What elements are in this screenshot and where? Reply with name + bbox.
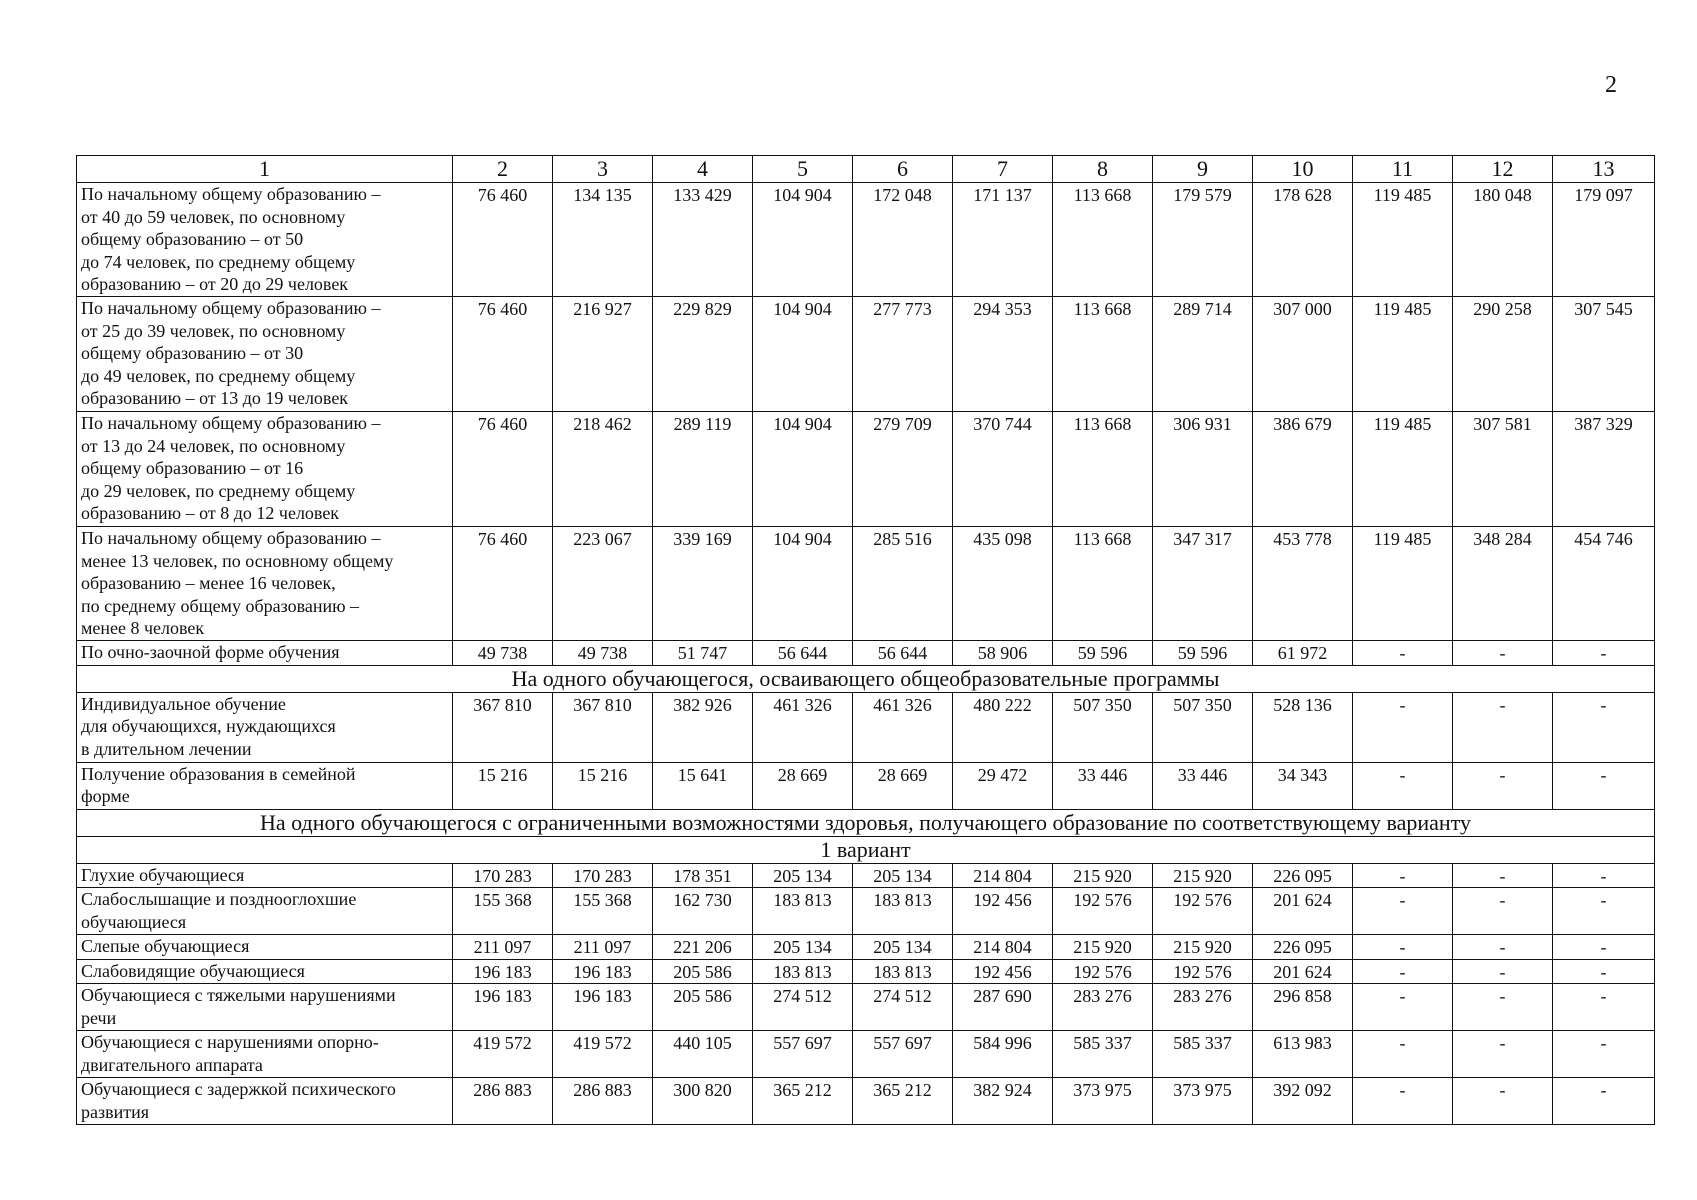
value-cell: 119 485 [1353,411,1453,526]
value-cell: 172 048 [853,183,953,297]
row-description [77,959,453,984]
column-number-header: 11 [1353,156,1453,183]
value-cell: 387 329 [1553,411,1655,526]
value-cell: 113 668 [1053,183,1153,297]
row-description-line: Слепые обучающиеся [81,936,250,957]
value-cell: 196 183 [553,984,653,1031]
row-description-line: менее 13 человек, по основному общему [81,550,394,571]
header-row [77,156,1655,183]
row-description-line: По начальному общему образованию – [81,184,381,204]
value-cell: 183 813 [753,888,853,935]
value-cell: 365 212 [853,1078,953,1125]
section-heading-row [77,836,1655,863]
value-cell: 296 858 [1253,984,1353,1031]
column-number-header: 4 [653,156,753,183]
value-cell: 183 813 [853,888,953,935]
value-cell: 392 092 [1253,1078,1353,1125]
column-number-header: 6 [853,156,953,183]
table-row [77,959,1655,984]
value-cell: - [1453,863,1553,888]
value-cell: 56 644 [853,640,953,665]
row-description [77,762,453,809]
value-cell: 56 644 [753,640,853,665]
value-cell: 76 460 [453,183,553,297]
value-cell: 205 134 [753,863,853,888]
value-cell: 104 904 [753,296,853,411]
value-cell: - [1353,640,1453,665]
column-number-header: 10 [1253,156,1353,183]
row-description-line: образованию – от 8 до 12 человек [81,503,340,524]
value-cell: 226 095 [1253,863,1353,888]
row-description [77,984,453,1031]
value-cell: 307 000 [1253,296,1353,411]
table-row [77,984,1655,1031]
value-cell: - [1453,888,1553,935]
value-cell: 104 904 [753,526,853,640]
value-cell: 435 098 [953,526,1053,640]
value-cell: 584 996 [953,1031,1053,1078]
value-cell: 180 048 [1453,183,1553,297]
value-cell: - [1453,1078,1553,1125]
value-cell: 339 169 [653,526,753,640]
value-cell: 223 067 [553,526,653,640]
value-cell: 58 906 [953,640,1053,665]
table-row [77,935,1655,960]
value-cell: 29 472 [953,762,1053,809]
value-cell: 179 579 [1153,183,1253,297]
value-cell: - [1553,692,1655,762]
value-cell: 76 460 [453,296,553,411]
value-cell: 507 350 [1153,692,1253,762]
value-cell: 367 810 [553,692,653,762]
value-cell: 113 668 [1053,526,1153,640]
table-row [77,640,1655,665]
row-description [77,640,453,665]
value-cell: 205 134 [753,935,853,960]
value-cell: - [1453,959,1553,984]
value-cell: 119 485 [1353,526,1453,640]
value-cell: - [1553,863,1655,888]
section-heading-row [77,809,1655,836]
value-cell: 454 746 [1553,526,1655,640]
value-cell: 300 820 [653,1078,753,1125]
value-cell: 274 512 [853,984,953,1031]
table-row [77,411,1655,526]
value-cell: 507 350 [1053,692,1153,762]
value-cell: 162 730 [653,888,753,935]
value-cell: - [1353,984,1453,1031]
value-cell: 461 326 [753,692,853,762]
row-description-line: от 25 до 39 человек, по основному [81,320,346,341]
value-cell: - [1353,959,1453,984]
table-row [77,296,1655,411]
section-heading-row [77,665,1655,692]
value-cell: 440 105 [653,1031,753,1078]
value-cell: 365 212 [753,1078,853,1125]
value-cell: - [1353,762,1453,809]
value-cell: 215 920 [1053,863,1153,888]
value-cell: 461 326 [853,692,953,762]
value-cell: 557 697 [753,1031,853,1078]
row-description-line: от 13 до 24 человек, по основному [81,435,346,456]
value-cell: 192 576 [1153,959,1253,984]
row-description [77,411,453,526]
row-description-line: Получение образования в семейной [81,763,356,784]
value-cell: 192 576 [1053,888,1153,935]
value-cell: 279 709 [853,411,953,526]
row-description-line: По очно-заочной форме обучения [81,641,340,662]
value-cell: 119 485 [1353,296,1453,411]
value-cell: - [1553,959,1655,984]
value-cell: - [1553,984,1655,1031]
row-description-line: Слабовидящие обучающиеся [81,960,305,981]
value-cell: - [1353,935,1453,960]
value-cell: 277 773 [853,296,953,411]
table-row [77,183,1655,297]
value-cell: 59 596 [1053,640,1153,665]
value-cell: 183 813 [853,959,953,984]
value-cell: 214 804 [953,935,1053,960]
row-description-line: Обучающиеся с задержкой психического [81,1079,396,1100]
value-cell: 373 975 [1053,1078,1153,1125]
row-description-line: до 49 человек, по среднему общему [81,365,356,386]
table-row [77,692,1655,762]
value-cell: 613 983 [1253,1031,1353,1078]
value-cell: 196 183 [453,984,553,1031]
value-cell: 211 097 [553,935,653,960]
value-cell: 382 924 [953,1078,1053,1125]
value-cell: 218 462 [553,411,653,526]
value-cell: 367 810 [453,692,553,762]
row-description-line: Обучающиеся с тяжелыми нарушениями [81,985,396,1006]
value-cell: 205 586 [653,959,753,984]
section-heading: На одного обучающегося с ограниченными возможностями здоровья, получающего образование по соответствующему варианту [77,809,1655,836]
value-cell: - [1553,935,1655,960]
row-description [77,296,453,411]
table-row [77,888,1655,935]
value-cell: - [1453,640,1553,665]
value-cell: - [1453,762,1553,809]
value-cell: - [1553,1078,1655,1125]
row-description-line: По начальному общему образованию – [81,297,381,318]
value-cell: 528 136 [1253,692,1353,762]
value-cell: - [1453,692,1553,762]
value-cell: 453 778 [1253,526,1353,640]
value-cell: 34 343 [1253,762,1353,809]
value-cell: - [1553,640,1655,665]
value-cell: 306 931 [1153,411,1253,526]
value-cell: - [1553,762,1655,809]
value-cell: 76 460 [453,411,553,526]
value-cell: 192 576 [1153,888,1253,935]
value-cell: 178 351 [653,863,753,888]
value-cell: 192 456 [953,888,1053,935]
value-cell: 15 641 [653,762,753,809]
value-cell: 373 975 [1153,1078,1253,1125]
row-description [77,888,453,935]
row-description [77,1031,453,1078]
value-cell: 205 134 [853,863,953,888]
value-cell: 205 586 [653,984,753,1031]
value-cell: 348 284 [1453,526,1553,640]
value-cell: 419 572 [553,1031,653,1078]
value-cell: 201 624 [1253,888,1353,935]
column-number-header: 12 [1453,156,1553,183]
value-cell: 28 669 [753,762,853,809]
value-cell: 201 624 [1253,959,1353,984]
row-description-line: форме [81,786,130,807]
value-cell: 286 883 [453,1078,553,1125]
value-cell: 155 368 [553,888,653,935]
row-description-line: до 29 человек, по среднему общему [81,480,356,501]
value-cell: 215 920 [1053,935,1153,960]
row-description [77,526,453,640]
value-cell: 113 668 [1053,411,1153,526]
value-cell: 171 137 [953,183,1053,297]
value-cell: - [1453,984,1553,1031]
value-cell: 419 572 [453,1031,553,1078]
value-cell: 104 904 [753,411,853,526]
value-cell: 286 883 [553,1078,653,1125]
funding-norms-table [76,155,1655,1125]
value-cell: 347 317 [1153,526,1253,640]
value-cell: - [1353,1078,1453,1125]
table-row [77,762,1655,809]
row-description-line: двигательного аппарата [81,1054,263,1075]
value-cell: 170 283 [453,863,553,888]
row-description-line: общему образованию – от 50 [81,229,304,250]
value-cell: 289 119 [653,411,753,526]
value-cell: 155 368 [453,888,553,935]
section-heading: На одного обучающегося, осваивающего общеобразовательные программы [77,665,1655,692]
value-cell: 386 679 [1253,411,1353,526]
row-description-line: Индивидуальное обучение [81,693,286,714]
value-cell: 33 446 [1053,762,1153,809]
value-cell: 214 804 [953,863,1053,888]
row-description [77,1078,453,1125]
value-cell: 480 222 [953,692,1053,762]
value-cell: - [1553,888,1655,935]
value-cell: 113 668 [1053,296,1153,411]
section-heading: 1 вариант [77,836,1655,863]
value-cell: 382 926 [653,692,753,762]
value-cell: 294 353 [953,296,1053,411]
value-cell: 211 097 [453,935,553,960]
value-cell: 585 337 [1053,1031,1153,1078]
row-description-line: Слабослышащие и позднооглохшие [81,889,357,910]
value-cell: 15 216 [553,762,653,809]
value-cell: 557 697 [853,1031,953,1078]
value-cell: 51 747 [653,640,753,665]
value-cell: 59 596 [1153,640,1253,665]
value-cell: - [1453,1031,1553,1078]
row-description-line: общему образованию – от 16 [81,458,304,479]
value-cell: 290 258 [1453,296,1553,411]
value-cell: 178 628 [1253,183,1353,297]
row-description-line: обучающиеся [81,911,187,932]
value-cell: 179 097 [1553,183,1655,297]
value-cell: 229 829 [653,296,753,411]
value-cell: - [1453,935,1553,960]
value-cell: - [1353,1031,1453,1078]
value-cell: 274 512 [753,984,853,1031]
row-description-line: речи [81,1007,117,1028]
value-cell: 287 690 [953,984,1053,1031]
page-number: 2 [1605,72,1617,98]
column-number-header: 3 [553,156,653,183]
row-description-line: развития [81,1101,150,1122]
value-cell: 289 714 [1153,296,1253,411]
row-description-line: по среднему общему образованию – [81,595,360,616]
column-number-header: 9 [1153,156,1253,183]
row-description [77,183,453,297]
column-number-header: 13 [1553,156,1655,183]
value-cell: 285 516 [853,526,953,640]
value-cell: 226 095 [1253,935,1353,960]
value-cell: - [1353,692,1453,762]
row-description-line: образованию – от 13 до 19 человек [81,388,349,409]
value-cell: 216 927 [553,296,653,411]
row-description-line: Обучающиеся с нарушениями опорно- [81,1032,379,1053]
table-row [77,1078,1655,1125]
value-cell: 283 276 [1053,984,1153,1031]
value-cell: 104 904 [753,183,853,297]
value-cell: - [1553,1031,1655,1078]
value-cell: 49 738 [553,640,653,665]
table-row [77,863,1655,888]
column-number-header: 5 [753,156,853,183]
column-number-header: 1 [77,156,453,183]
table-row [77,1031,1655,1078]
value-cell: 307 545 [1553,296,1655,411]
value-cell: 585 337 [1153,1031,1253,1078]
value-cell: 370 744 [953,411,1053,526]
value-cell: 134 135 [553,183,653,297]
value-cell: - [1353,863,1453,888]
value-cell: 283 276 [1153,984,1253,1031]
row-description [77,692,453,762]
row-description-line: от 40 до 59 человек, по основному [81,206,346,227]
value-cell: 33 446 [1153,762,1253,809]
value-cell: 61 972 [1253,640,1353,665]
value-cell: 170 283 [553,863,653,888]
table-row [77,526,1655,640]
value-cell: 76 460 [453,526,553,640]
column-number-header: 8 [1053,156,1153,183]
row-description [77,863,453,888]
value-cell: 221 206 [653,935,753,960]
value-cell: 215 920 [1153,935,1253,960]
value-cell: 307 581 [1453,411,1553,526]
row-description-line: общему образованию – от 30 [81,343,304,364]
row-description-line: образованию – менее 16 человек, [81,573,336,594]
value-cell: 196 183 [553,959,653,984]
value-cell: 192 576 [1053,959,1153,984]
value-cell: 196 183 [453,959,553,984]
row-description-line: в длительном лечении [81,738,252,759]
value-cell: 215 920 [1153,863,1253,888]
row-description-line: менее 8 человек [81,618,205,639]
value-cell: 183 813 [753,959,853,984]
row-description-line: до 74 человек, по среднему общему [81,251,356,272]
row-description-line: По начальному общему образованию – [81,527,381,548]
value-cell: 133 429 [653,183,753,297]
row-description-line: для обучающихся, нуждающихся [81,716,336,737]
value-cell: 15 216 [453,762,553,809]
value-cell: 192 456 [953,959,1053,984]
column-number-header: 2 [453,156,553,183]
value-cell: 205 134 [853,935,953,960]
value-cell: 49 738 [453,640,553,665]
value-cell: 28 669 [853,762,953,809]
value-cell: 119 485 [1353,183,1453,297]
value-cell: - [1353,888,1453,935]
row-description [77,935,453,960]
column-number-header: 7 [953,156,1053,183]
row-description-line: По начальному общему образованию – [81,412,381,433]
row-description-line: образованию – от 20 до 29 человек [81,274,349,295]
row-description-line: Глухие обучающиеся [81,864,245,885]
